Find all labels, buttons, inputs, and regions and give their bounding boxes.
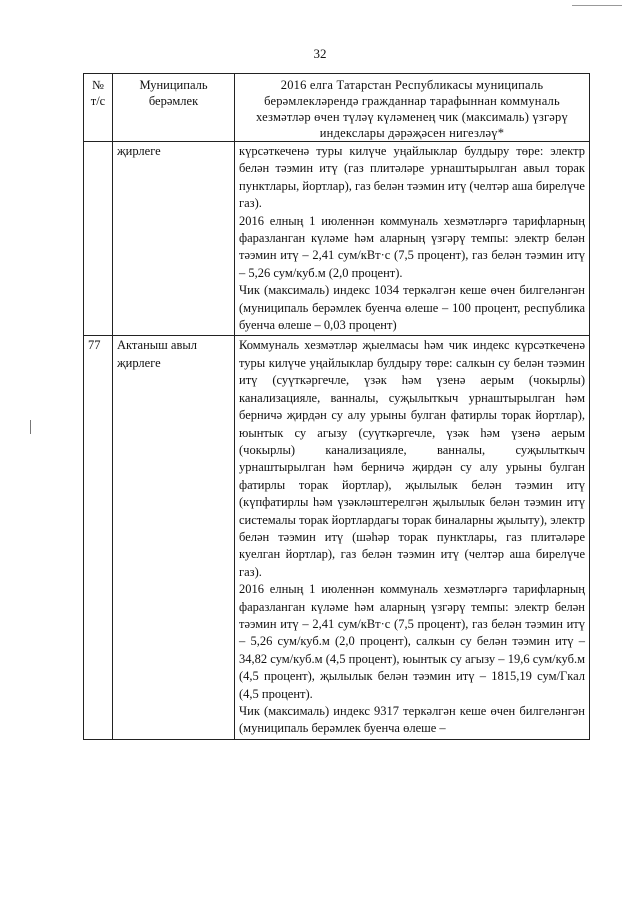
- row-municipality: Актаныш авыл җирлеге: [113, 336, 235, 739]
- header-description: 2016 елга Татарстан Республикасы муниципаль берәмлекләрендә гражданнар тарафыннан коммуналь хезмәтләр өчен түләү күләменең чик (максималь) үзгәрү индекслары дәрәҗәсен нигезләү*: [235, 74, 590, 142]
- table-row: [84, 336, 590, 739]
- description-paragraph: 2016 елның 1 июленнән коммуналь хезмәтләргә тарифларның фаразланган күләме һәм аларның үзгәрү темпы: электр белән тәэмин итү – 2,41 сум/кВт·с (7,5 процент), газ белән тәэмин итү – 5,26 сум/куб.м (2,0 процент), салкын су белән тәэмин итү – 34,82 сум/куб.м (4,5 процент), юынтык су агызу – 19,6 сум/куб.м (4,5 процент), җылылык белән тәэмин итү – 1815,19 сум/Гкал (4,5 процент).: [239, 582, 585, 701]
- table-row: [84, 142, 590, 336]
- row-description: [235, 336, 590, 739]
- description-paragraph: күрсәткеченә туры килүче уңайлыклар булдыру төре: электр белән тәэмин итү (газ плитәләре урнаштырылган авыл торак пунктлары, йортлар), газ белән тәэмин итү (челтәр аша бирелүче газ).: [239, 144, 585, 211]
- scan-artifact-mark: [30, 420, 31, 434]
- tariff-index-table: [83, 73, 590, 740]
- header-num: № т/с: [84, 74, 113, 142]
- description-paragraph: 2016 елның 1 июленнән коммуналь хезмәтләргә тарифларның фаразланган күләме һәм аларның үзгәрү темпы: электр белән тәэмин итү – 2,41 сум/кВт·с (7,5 процент), газ белән тәэмин итү – 5,26 сум/куб.м (2,0 процент).: [239, 213, 585, 280]
- header-municipality: Муниципаль берәмлек: [113, 74, 235, 142]
- table-header-row: [84, 74, 590, 142]
- row-num: 77: [84, 336, 113, 739]
- row-municipality: җирлеге: [113, 142, 235, 336]
- row-num: [84, 142, 113, 336]
- page-number: 32: [313, 46, 327, 61]
- description-paragraph: Чик (максималь) индекс 1034 теркәлгән кеше өчен билгеләнгән (муниципаль берәмлек буенча өлеше – 100 процент, республика буенча өлеше – 0,03 процент): [239, 283, 585, 333]
- row-description: [235, 142, 590, 336]
- description-paragraph: Чик (максималь) индекс 9317 теркәлгән кеше өчен билгеләнгән (муниципаль берәмлек буенча өлеше –: [239, 704, 585, 736]
- scan-artifact-line: [572, 5, 622, 6]
- description-paragraph: Коммуналь хезмәтләр җыелмасы һәм чик индекс күрсәткеченә туры килүче уңайлыклар булдыру төре: салкын су белән тәэмин итү (суүткәргечле, үзәк һәм үзенә аерым (чокырлы) канализацияле, ванналы, суҗылыткыч урнаштырылган һәм берничә җирдән су алу урыны булган фатирлы торак йортлар), юынтык су агызу (суүткәргечле, үзәк һәм үзенә аерым (чокырлы) канализацияле, ванналы, суҗылыткыч урнаштырылган һәм берничә җирдән су алу урыны булган фатирлы торак йортлар), җылылык белән тәэмин итү (күпфатирлы һәм үзәкләштерелгән җылылык белән тәэмин итү системалы торак йортлардагы торак биналарны җылыту), электр белән тәэмин итү (шәһәр торак пунктлары, газ плитәләре куелган йортлар), газ белән тәэмин итү (челтәр аша бирелүче газ).: [239, 338, 585, 579]
